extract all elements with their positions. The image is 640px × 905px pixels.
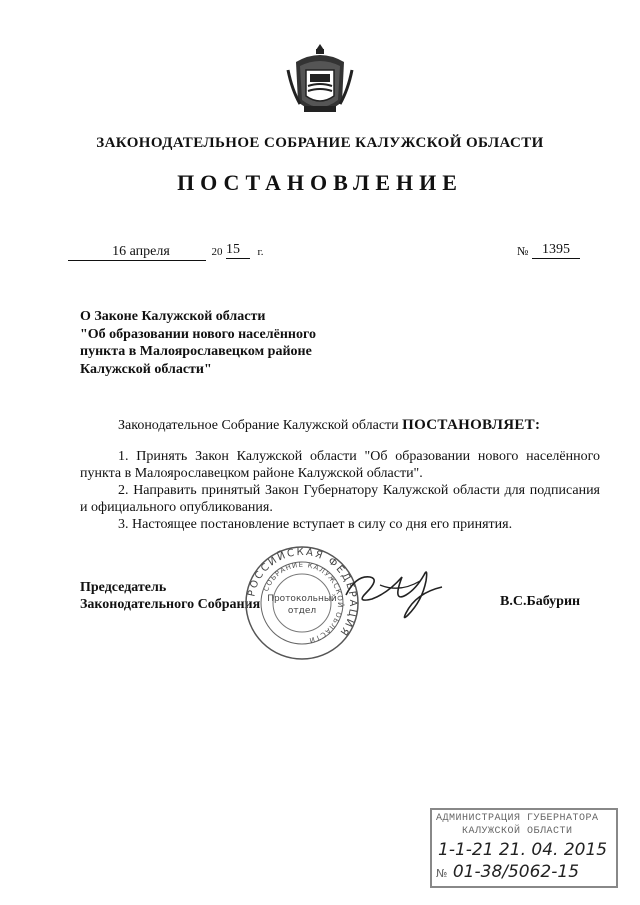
reg-number-label: № [436,867,448,880]
document-date [68,244,264,261]
document-type-title: ПОСТАНОВЛЕНИЕ [177,170,463,195]
date-day-month: 16 апреля [68,244,206,261]
number-value: 1395 [532,242,580,259]
subject-line: Калужской области" [80,361,212,377]
seal-center-line2: отдел [287,606,317,616]
document-number [517,244,580,261]
reg-stamp-number [436,862,579,882]
decree-item-3: 3. Настоящее постановление вступает в силу со дня его принятия. [118,517,513,532]
position-line: Председатель [80,580,167,595]
seal-outer-text: РОССИЙСКАЯ ФЕДЕРАЦИЯ [246,546,359,639]
coat-of-arms-emblem [286,40,354,120]
document-subject [80,308,316,378]
date-year-unit: г. [257,246,264,258]
decree-item-2: 2. Направить принятый Закон Губернатору Калужской области для подписания и официального опубликования. [80,483,600,515]
date-year-suffix: 15 [226,242,250,259]
subject-line: пункта в Малоярославецком районе [80,344,312,359]
handwritten-signature [340,555,450,625]
position-line: Законодательного Собрания [80,597,261,612]
organization-title: ЗАКОНОДАТЕЛЬНОЕ СОБРАНИЕ КАЛУЖСКОЙ ОБЛАСТИ [96,135,544,151]
subject-line: О Законе Калужской области [80,309,266,324]
decree-items [80,448,600,533]
decree-statement [118,417,540,434]
signatory-position [80,579,260,613]
decree-intro: Законодательное Собрание Калужской области [118,418,399,433]
date-year-prefix: 20 [211,246,223,258]
registration-stamp [430,808,618,888]
subject-line: "Об образовании нового населённого [80,326,316,342]
reg-stamp-entry: 1-1-21 21. 04. 2015 [438,840,608,860]
reg-stamp-line2: КАЛУЖСКОЙ ОБЛАСТИ [462,826,573,837]
number-label: № [517,244,529,258]
signatory-name: В.С.Бабурин [500,594,581,609]
seal-inner-text: СОБРАНИЕ КАЛУЖСКОЙ ОБЛАСТИ [262,560,345,645]
reg-number-value: 01-38/5062-15 [452,862,580,882]
reg-stamp-line1: АДМИНИСТРАЦИЯ ГУБЕРНАТОРА [436,813,599,824]
seal-center-line1: Протокольный [267,594,337,604]
decree-item-1: 1. Принять Закон Калужской области "Об образовании нового населённого пункта в Малоярославецком районе Калужской области". [80,449,600,481]
decree-word: ПОСТАНОВЛЯЕТ: [402,417,541,433]
